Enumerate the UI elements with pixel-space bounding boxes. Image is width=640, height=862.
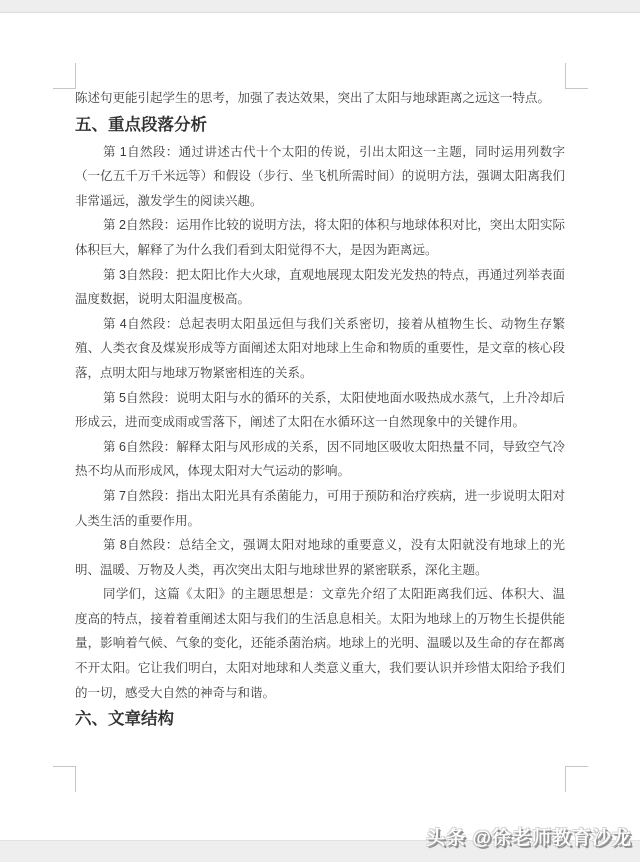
margin-crop-mark-top-right — [565, 63, 588, 89]
paragraph-analysis-6: 第 6自然段：解释太阳与风形成的关系，因不同地区吸收太阳热量不同，导致空气冷热不均从而形成风，体现太阳对大气运动的影响。 — [75, 439, 565, 479]
paragraph-theme-summary: 同学们，这篇《太阳》的主题思想是：文章先介绍了太阳距离我们远、体积大、温度高的特点，接着着重阐述太阳与我们的生活息息相关。太阳为地球上的万物生长提供能量，影响着气候、气象的变化，还能杀菌治病。地球上的光明、温暖以及生命的存在都离不开太阳。它让我们明白，太阳对地球和人类意义重大，我们要认识并珍惜太阳给予我们的一切，感受大自然的神奇与和谐。 — [75, 587, 565, 700]
paragraph-analysis-5: 第 5自然段：说明太阳与水的循环的关系，太阳使地面水吸热成水蒸气，上升冷却后形成云，进而变成雨或雪落下，阐述了太阳在水循环这一自然现象中的关键作用。 — [75, 390, 565, 430]
paragraph-analysis-8: 第 8自然段：总结全文，强调太阳对地球的重要意义，没有太阳就没有地球上的光明、温暖、万物及人类，再次突出太阳与地球世界的紧密联系，深化主题。 — [75, 538, 565, 577]
paragraph-analysis-4: 第 4自然段：总起表明太阳虽远但与我们关系密切，接着从植物生长、动物生存繁殖、人类衣食及煤炭形成等方面阐述太阳对地球上生命和物质的重要性，是文章的核心段落，点明太阳与地球万物紧密相连的关系。 — [75, 316, 565, 380]
top-chrome-strip — [0, 0, 640, 13]
section-five-heading: 五、重点段落分析 — [75, 115, 207, 134]
paragraph-analysis-1: 第 1自然段：通过讲述古代十个太阳的传说，引出太阳这一主题，同时运用列数字（一亿五千万千米远等）和假设（步行、坐飞机所需时间）的说明方法，强调太阳离我们非常遥远，激发学生的阅读兴趣。 — [75, 144, 565, 208]
paragraph-analysis-7: 第 7自然段：指出太阳光具有杀菌能力，可用于预防和治疗疾病，进一步说明太阳对人类生活的重要作用。 — [75, 488, 565, 528]
margin-crop-mark-bottom-right — [565, 766, 588, 792]
continued-paragraph: 陈述句更能引起学生的思考，加强了表达效果，突出了太阳与地球距离之远这一特点。 — [75, 91, 551, 105]
paragraph-analysis-3: 第 3自然段：把太阳比作大火球，直观地展现太阳发光发热的特点，再通过列举表面温度数据，说明太阳温度极高。 — [75, 267, 565, 307]
margin-crop-mark-bottom-left — [53, 766, 76, 792]
page-text-area — [75, 86, 565, 734]
paragraph-analysis-2: 第 2自然段：运用作比较的说明方法，将太阳的体积与地球体积对比，突出太阳实际体积巨大，解释了为什么我们看到太阳觉得不大，是因为距离远。 — [75, 218, 565, 257]
toutiao-watermark: 头条 @徐老师教育沙龙 — [426, 828, 632, 849]
margin-crop-mark-top-left — [53, 63, 76, 89]
section-six-heading: 六、文章结构 — [75, 710, 174, 729]
